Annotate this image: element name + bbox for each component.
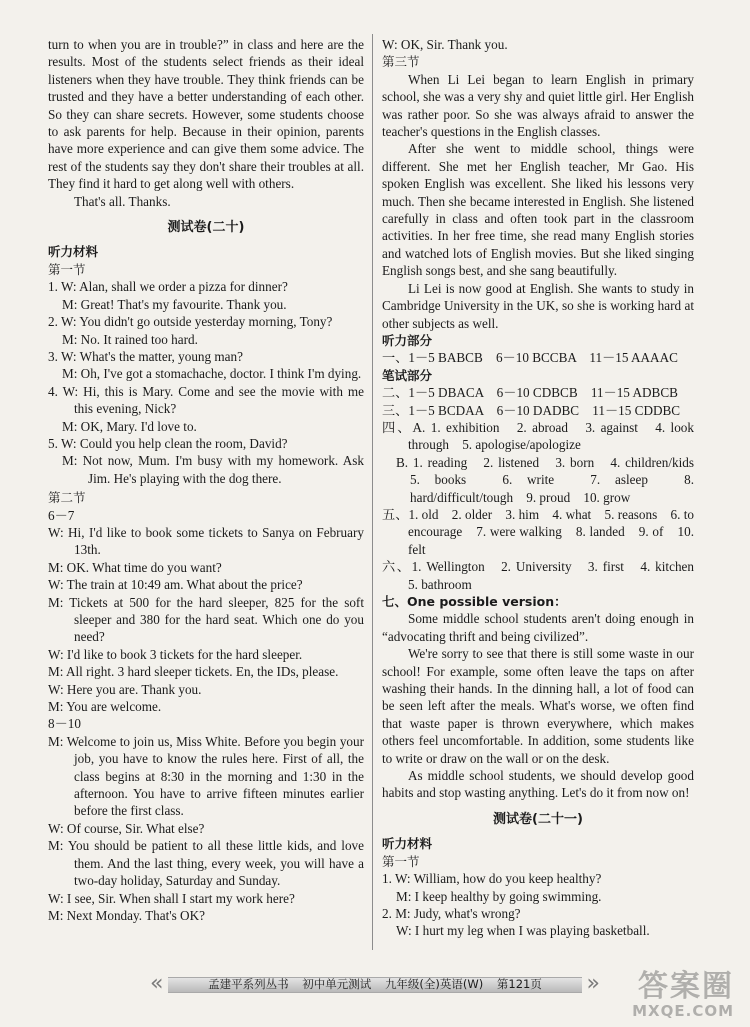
dialogue-line: M: You are welcome. (48, 699, 162, 715)
answer-line: 二、1－5 DBACA 6－10 CDBCB 11－15 ADBCB (382, 385, 678, 401)
dialogue-line: 2. W: You didn't go outside yesterday morning, Tony? (48, 314, 333, 330)
dialogue-line: M: Oh, I've got a stomachache, doctor. I think I'm dying. (62, 366, 362, 382)
answer-line: 四、A. 1. exhibition 2. abroad 3. against 4. look through 5. apologise/apologize (382, 419, 694, 453)
page-footer (150, 970, 600, 998)
section-heading: 听力部分 (382, 332, 433, 348)
dialogue-line: W: I'd like to book 3 tickets for the hard sleeper. (48, 646, 303, 662)
dialogue-line: M: OK. What time do you want? (48, 559, 222, 575)
book-name: 初中单元测试 (302, 977, 372, 991)
paragraph: When Li Lei began to learn English in primary school, she was a very shy and quiet little girl. Her English was rather poor. So she was always afraid to answer the teacher's questions in the English classes. (382, 71, 694, 140)
paragraph: turn to when you are in trouble?” in class and here are the results. Most of the students select friends as their ideal listeners when they have trouble. They think friends can be trusted and they have a better understanding of each other. So they can share secrets. However, some students choose to ask parents for help. Because in their opinion, parents have more experience and can give them some advice. The rest of the students say they don't share their troubles at all. They find it hard to get along well with others. (48, 37, 364, 192)
essay-paragraph: As middle school students, we should develop good habits and stop wasting anything. Let's do it from now on! (382, 768, 694, 801)
answer-line: 六、1. Wellington 2. University 3. first 4. kitchen 5. bathroom (382, 559, 708, 592)
dialogue-line: W: OK, Sir. Thank you. (382, 37, 508, 52)
section-heading: 笔试部分 (382, 367, 433, 383)
dialogue-line: M: No. It rained too hard. (62, 331, 198, 347)
dialogue-line: M: Next Monday. That's OK? (48, 907, 205, 923)
essay-paragraph: Some middle school students aren't doing enough in “advocating thrift and being civilized”. (382, 611, 694, 644)
dialogue-line: M: You should be patient to all these little kids, and love them. And the last thing, every week, you will have a two-day holiday, Saturday and Sunday. (48, 838, 364, 889)
section-heading: 听力材料 (382, 836, 433, 852)
test-title: 测试卷(二十) (167, 220, 245, 236)
answer-line: B. 1. reading 2. listened 3. born 4. children/kids 5. books 6. write 7. asleep 8. hard/difficult/tough 9. proud 10. grow (396, 454, 708, 505)
footer-text (203, 976, 547, 992)
paragraph: After she went to middle school, things were different. She met her English teacher, Mr Gao. His spoken English was excellent. She liked his lessons very much. Then she became interested in English. She listened carefully in class and often took part in the classroom activities. In her free time, she read many English stories and watched lots of English movies. But she liked singing English songs best, and she sang beautifully. (382, 141, 694, 279)
right-column (382, 36, 708, 940)
dialogue-line: M: Not now, Mum. I'm busy with my homework. Ask Jim. He's playing with the dog there. (62, 453, 364, 486)
dialogue-line: 5. W: Could you help clean the room, David? (48, 435, 288, 451)
column-divider (372, 34, 373, 950)
dialogue-line: W: Hi, I'd like to book some tickets to Sanya on February 13th. (48, 524, 364, 558)
range-label: 6－7 (48, 507, 75, 523)
section-heading: 听力材料 (48, 244, 99, 260)
watermark-url: MXQE.COM (632, 1002, 734, 1020)
page-number: 第121页 (496, 977, 542, 991)
watermark-logo (612, 971, 734, 1021)
essay-paragraph: We're sorry to see that there is still some waste in our school! For example, some often leave the taps on after washing their hands. In the dinning hall, a lot of food can be seen left after the meals. What's worse, we often find that waste paper is thrown everywhere, which makes others feel uncomfortable. In addition, some students like to write or draw on the wall or on the desk. (382, 646, 694, 766)
answer-label: 七、One possible version： (382, 594, 567, 609)
answer-line: 三、1－5 BCDAA 6－10 DADBC 11－15 CDDBC (382, 402, 681, 418)
dialogue-line: W: The train at 10:49 am. What about the price? (48, 577, 303, 593)
dialogue-line: M: OK, Mary. I'd love to. (62, 418, 197, 434)
left-column (48, 36, 364, 924)
answer-line: 五、1. old 2. older 3. him 4. what 5. reasons 6. to encourage 7. were walking 8. landed 9. of 10. felt (382, 506, 694, 557)
range-label: 8－10 (48, 716, 81, 732)
chevron-right-icon: » (586, 971, 600, 996)
dialogue-line: M: I keep healthy by going swimming. (396, 888, 602, 904)
dialogue-line: W: I see, Sir. When shall I start my work here? (48, 890, 295, 906)
subsection-heading: 第一节 (382, 853, 420, 869)
dialogue-line: 1. W: William, how do you keep healthy? (382, 871, 602, 887)
dialogue-line: 2. M: Judy, what's wrong? (382, 905, 521, 921)
dialogue-line: M: Great! That's my favourite. Thank you. (62, 296, 287, 312)
test-title: 测试卷(二十一) (493, 811, 583, 827)
paragraph: Li Lei is now good at English. She wants to study in Cambridge University in the UK, so she is working hard at other subjects as well. (382, 280, 694, 331)
dialogue-line: M: Welcome to join us, Miss White. Before you begin your job, you have to know the rules here. First of all, the class begins at 8:30 in the morning and 1:30 in the afternoon. You have to arrive fifteen minutes earlier before the first class. (48, 733, 364, 819)
dialogue-line: W: Here you are. Thank you. (48, 681, 202, 697)
dialogue-line: M: Tickets at 500 for the hard sleeper, 825 for the soft sleeper and 380 for the hard seat. Which one do you need? (48, 594, 364, 645)
dialogue-line: 3. W: What's the matter, young man? (48, 348, 243, 364)
watermark-text: 答案圈 (638, 969, 734, 1004)
subsection-heading: 第三节 (382, 54, 420, 70)
dialogue-line: W: I hurt my leg when I was playing basketball. (396, 923, 650, 939)
series-name: 孟建平系列丛书 (208, 977, 289, 991)
dialogue-line: W: Of course, Sir. What else? (48, 820, 205, 836)
dialogue-line: 1. W: Alan, shall we order a pizza for dinner? (48, 279, 288, 295)
paragraph: That's all. Thanks. (74, 193, 171, 209)
grade-label: 九年级(全)英语(W) (384, 977, 484, 991)
subsection-heading: 第一节 (48, 261, 86, 277)
answer-line: 一、1－5 BABCB 6－10 BCCBA 11－15 AAAAC (382, 350, 678, 366)
dialogue-line: 4. W: Hi, this is Mary. Come and see the movie with me this evening, Nick? (48, 383, 364, 417)
chevron-left-icon: « (150, 971, 164, 996)
dialogue-line: M: All right. 3 hard sleeper tickets. En, the IDs, please. (48, 664, 339, 680)
subsection-heading: 第二节 (48, 490, 86, 506)
